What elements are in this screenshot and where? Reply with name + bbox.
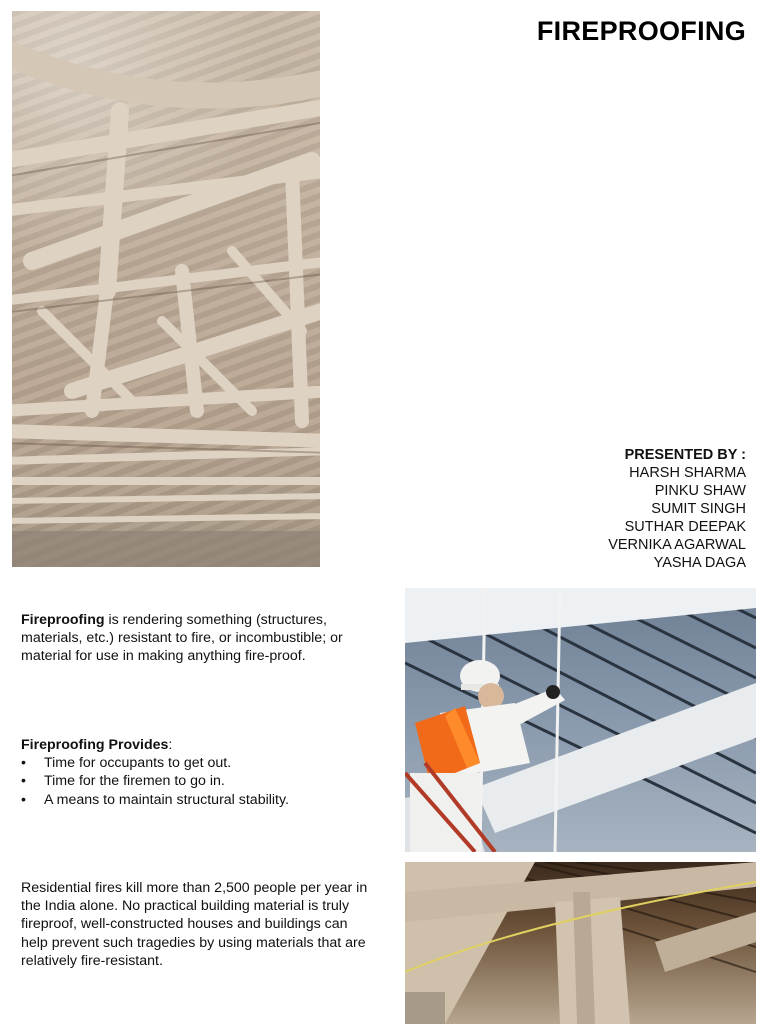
list-item: • Time for occupants to get out. [21,754,381,772]
provides-list [21,754,381,809]
definition-paragraph [21,611,381,666]
page-title: FIREPROOFING [536,16,746,46]
presenter-name: YASHA DAGA [653,555,746,571]
presenters-block [608,446,746,572]
fireproofed-truss-ceiling-photo [12,11,320,567]
presenter-name: PINKU SHAW [654,483,746,499]
list-item: • A means to maintain structural stability. [21,791,381,809]
presenter-name: SUMIT SINGH [651,501,746,517]
fireproofed-beams-photo [405,862,756,1024]
worker-spraying-photo [405,588,756,852]
definition-text: is rendering something (structures, materials, etc.) resistant to fire, or incombustible; or material for use in making anything fire-proof. [21,612,343,665]
provides-section [21,736,381,809]
presenter-name: HARSH SHARMA [629,465,746,481]
presenter-name: SUTHAR DEEPAK [624,519,746,535]
list-item: • Time for the firemen to go in. [21,772,381,790]
provides-heading: Fireproofing Provides [21,737,169,753]
definition-term: Fireproofing [21,612,105,628]
presenter-name: VERNIKA AGARWAL [608,537,746,553]
provides-heading-colon: : [168,737,173,753]
presented-by-heading: PRESENTED BY : [624,447,746,463]
residential-fires-paragraph: Residential fires kill more than 2,500 people per year in the India alone. No practical building material is truly fireproof, well-constructed houses and buildings can help prevent such tragedies by using materials that are relatively fire-resistant. [21,880,368,969]
